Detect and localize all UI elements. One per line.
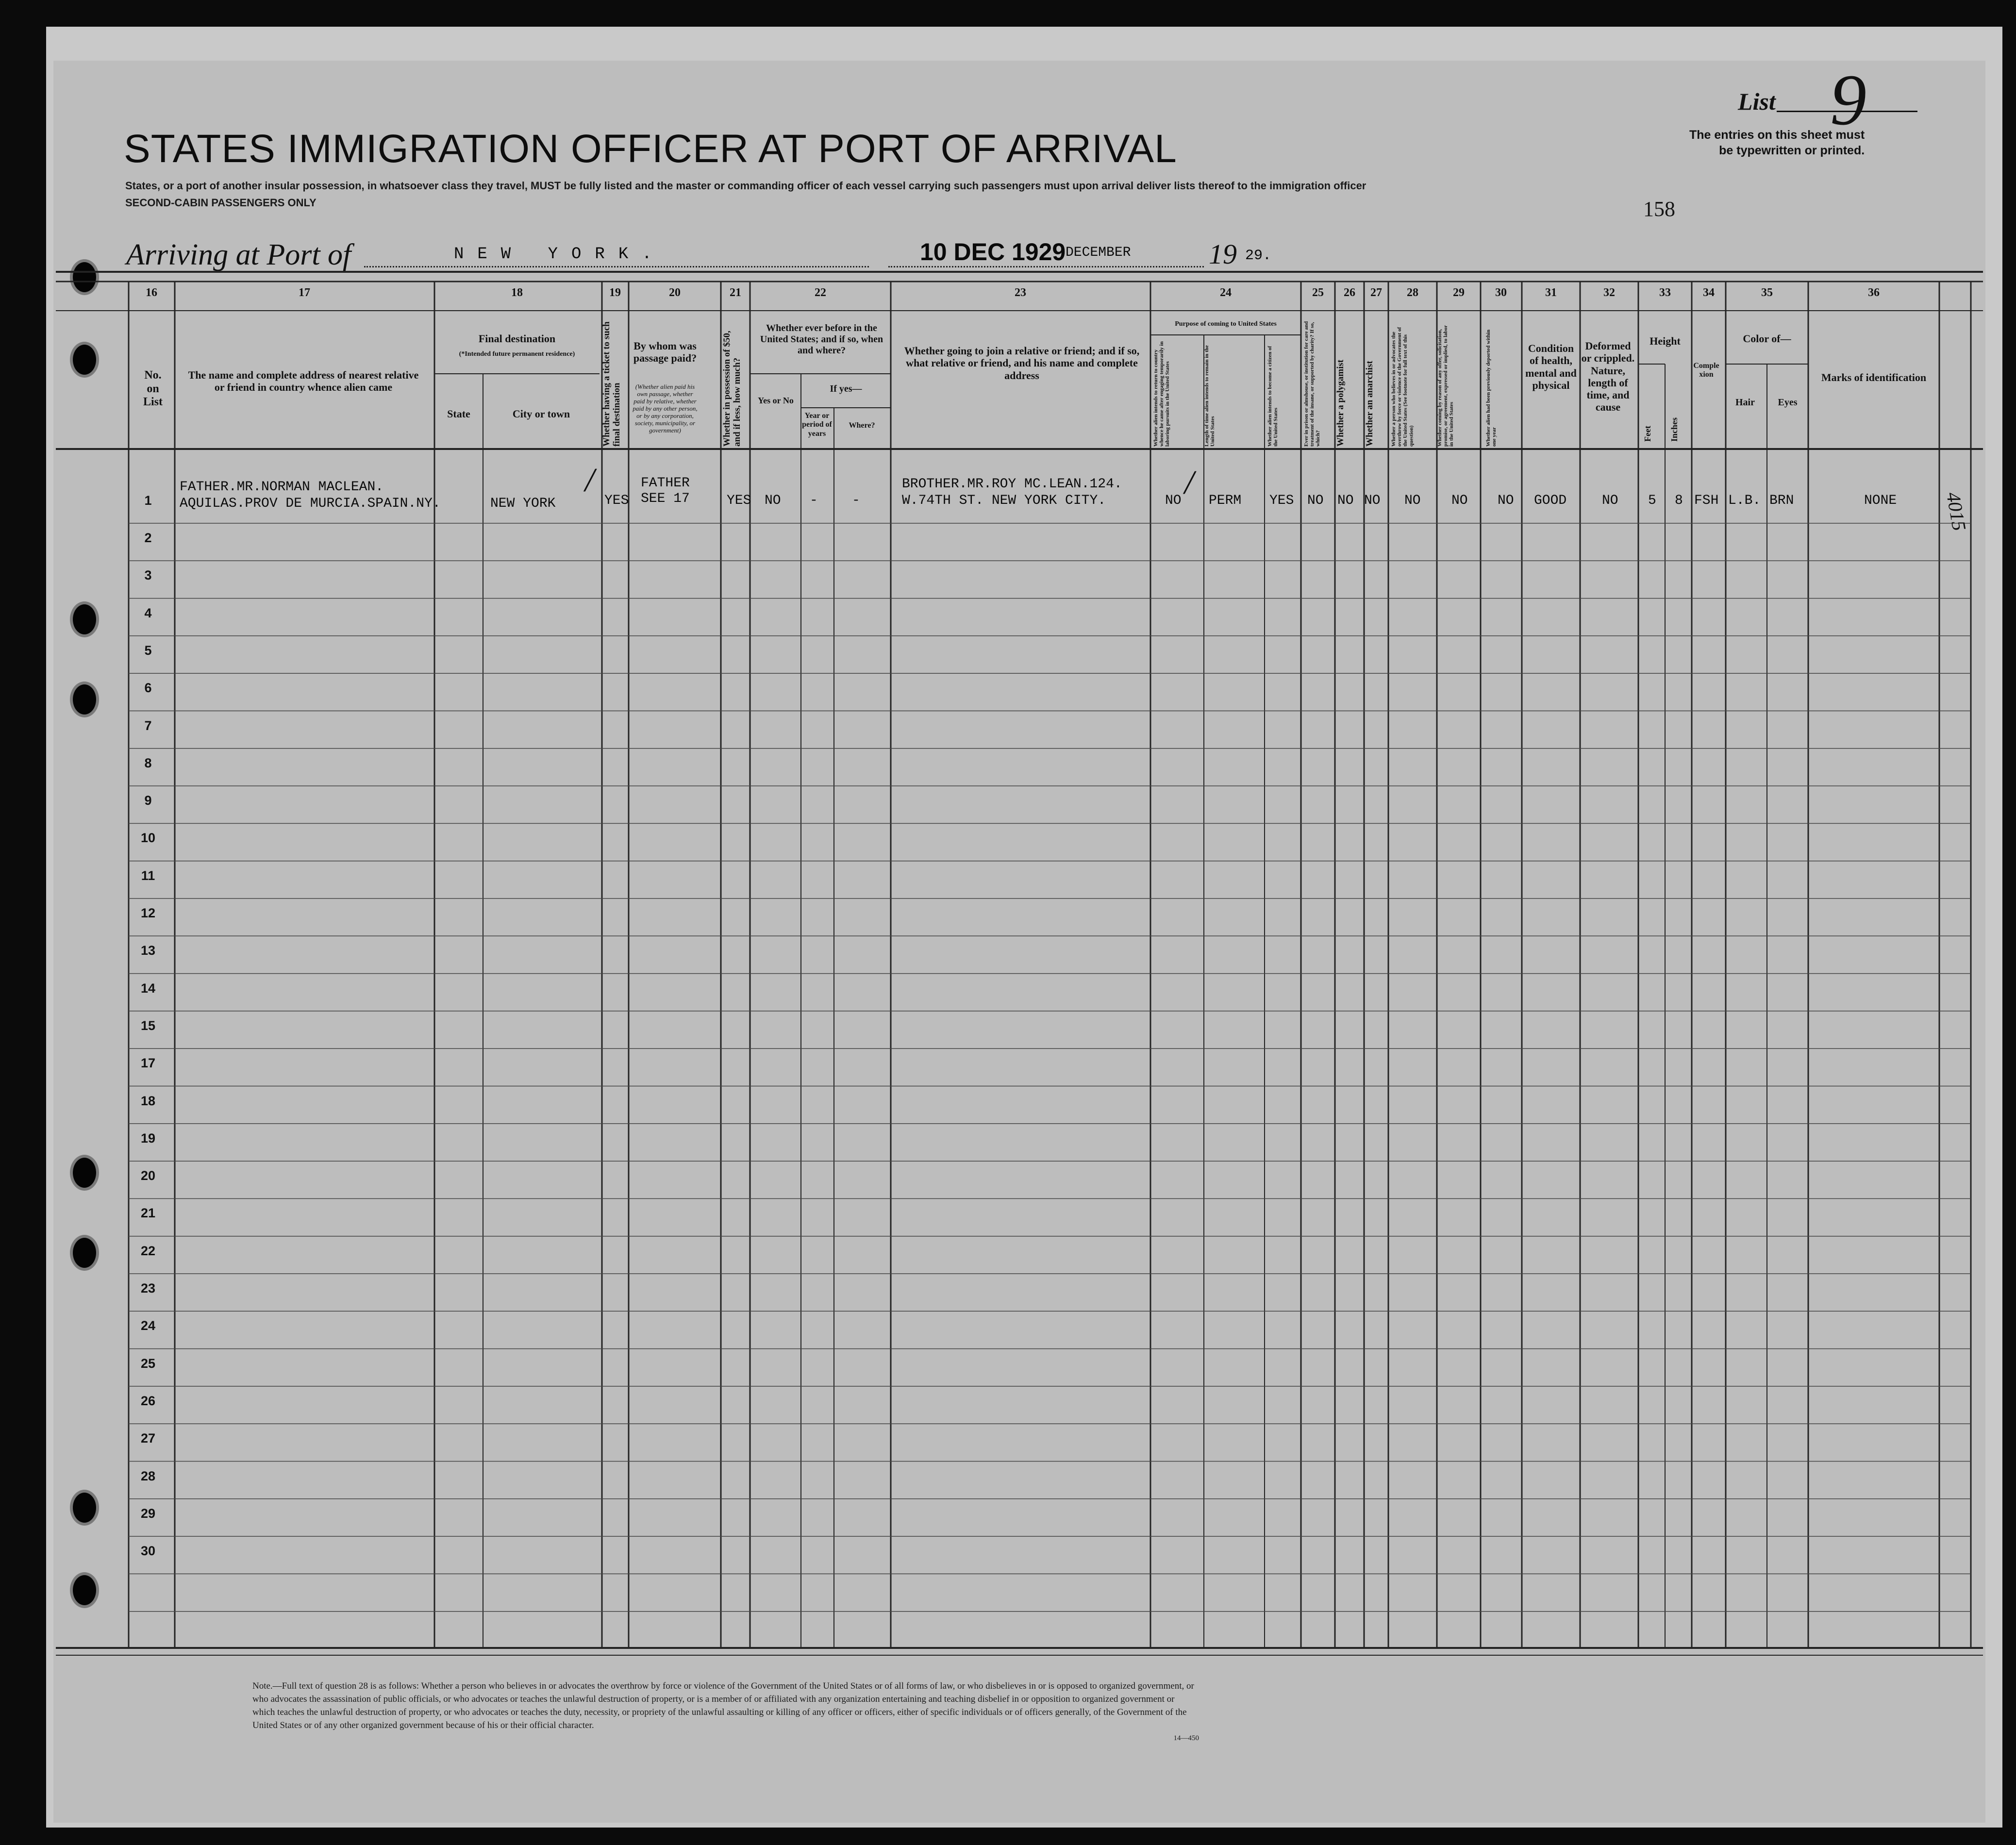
- header-citizen: Whether alien intends to become a citizen of the United States: [1267, 346, 1279, 447]
- row-number: 3: [144, 568, 152, 583]
- entry-marks: NONE: [1864, 493, 1897, 508]
- column-number: 33: [1659, 286, 1671, 299]
- header-marks: Marks of identification: [1821, 371, 1927, 383]
- row-number: 10: [140, 831, 156, 846]
- entry-health: GOOD: [1534, 493, 1567, 508]
- entry-year: -: [810, 493, 818, 508]
- row-number: 22: [140, 1243, 156, 1258]
- header-length-of-stay: Length of time alien intends to remain in the United States: [1204, 345, 1216, 447]
- entry-eyes: BRN: [1769, 493, 1794, 508]
- header-feet: Feet: [1643, 426, 1652, 442]
- entry-joining-line2: W.74TH ST. NEW YORK CITY.: [902, 493, 1106, 508]
- header-final-destination: Final destination: [478, 332, 556, 345]
- header-return: Whether alien intends to return to country whence he came after engaging temporarily in laboring pursuits in the United States: [1153, 341, 1171, 447]
- header-purpose: Purpose of coming to United States: [1175, 320, 1277, 328]
- row-number: 13: [140, 943, 156, 958]
- row-number: 24: [140, 1318, 156, 1333]
- row-number: 30: [140, 1544, 156, 1559]
- column-number: 36: [1868, 286, 1880, 299]
- entry-citizen: YES: [1269, 493, 1294, 508]
- column-number: 29: [1453, 286, 1465, 299]
- entry-length-of-stay: PERM: [1209, 493, 1242, 508]
- row-number: 25: [140, 1356, 156, 1371]
- header-year: Year or period of years: [802, 412, 832, 438]
- column-number: 24: [1220, 286, 1232, 299]
- header-offer-labor: Whether coming by reason of any offer, solicitation, promise, or agreement, expressed or implied, to labor in the United States: [1437, 325, 1455, 447]
- header-where: Where?: [849, 421, 875, 430]
- row-number: 6: [144, 681, 152, 696]
- column-number: 16: [146, 286, 157, 299]
- header-anarchist: Whether an anarchist: [1365, 361, 1375, 447]
- header-state: State: [447, 408, 470, 420]
- row-number: 2: [144, 531, 152, 545]
- check-mark: /: [585, 462, 595, 499]
- entry-passage-line1: FATHER: [641, 476, 690, 491]
- row-number: 12: [140, 906, 156, 920]
- sheet-number: 158: [1643, 197, 1675, 221]
- row-number: 17: [140, 1056, 156, 1071]
- header-passage-paid-note: (Whether alien paid his own passage, whether paid by relative, whether paid by any other person, or by any corporation, society, municipality, or government): [633, 383, 698, 434]
- entry-feet: 5: [1648, 493, 1656, 508]
- arrival-month: DECEMBER: [1066, 245, 1131, 260]
- entry-passage-line2: SEE 17: [641, 491, 690, 506]
- header-deported: Whether alien had been previously deported within one year: [1485, 329, 1498, 447]
- entry-relative-line2: AQUILAS.PROV DE MURCIA.SPAIN.NY.: [180, 496, 441, 511]
- row-number: 29: [140, 1506, 156, 1521]
- row-number: 23: [140, 1281, 156, 1296]
- column-number: 34: [1703, 286, 1715, 299]
- column-number: 31: [1545, 286, 1557, 299]
- column-number: 19: [609, 286, 621, 299]
- entry-deported: NO: [1498, 493, 1514, 508]
- row-number: 15: [140, 1018, 156, 1033]
- row-number: 11: [141, 868, 155, 883]
- header-final-destination-note: (*Intended future permanent residence): [459, 350, 575, 358]
- header-city: City or town: [512, 408, 570, 420]
- header-hair: Hair: [1735, 397, 1755, 408]
- form-code: 14—450: [1173, 1734, 1199, 1742]
- entry-relative-line1: FATHER.MR.NORMAN MACLEAN.: [180, 480, 384, 495]
- header-nearest-relative: The name and complete address of nearest relative or friend in country whence alien came: [188, 369, 419, 394]
- header-inches: Inches: [1669, 417, 1679, 442]
- column-number: 22: [815, 286, 826, 299]
- footnote: [252, 1679, 1199, 1745]
- footnote-text: Note.—Full text of question 28 is as follows: Whether a person who believes in or advocates the overthrow by force or violence of the Government of the United States or of all forms of law, or who disbelieves in or is opposed to organized government, or who advocates the assassination of public officials, or who advocates or teaches the unlawful destruction of property, or is a member of or affiliated with any organization entertaining and teaching disbelief in or opposition to organized government or which teaches the unlawful destruction of property, or who advocates or teaches the duty, necessity, or propriety of the unlawful assaulting or killing of any officer or officers, either of specific individuals or of officers generally, of the Government of the United States or of any other organized government because of his or their official character.: [252, 1681, 1194, 1730]
- column-number: 18: [511, 286, 523, 299]
- entry-deformed: NO: [1602, 493, 1618, 508]
- year-prefix: 19: [1209, 238, 1237, 270]
- page-title: STATES IMMIGRATION OFFICER AT PORT OF ARRIVAL: [124, 127, 1177, 171]
- date-stamp: 10 DEC 1929: [920, 238, 1066, 266]
- row-number: 4: [144, 605, 152, 620]
- column-number: 23: [1015, 286, 1026, 299]
- header-color-of: Color of—: [1743, 332, 1791, 345]
- entry-overthrow: NO: [1404, 493, 1421, 508]
- column-number: 30: [1495, 286, 1507, 299]
- entry-prison: NO: [1307, 493, 1324, 508]
- row-number: 8: [144, 755, 152, 770]
- entry-anarchist: NO: [1364, 493, 1381, 508]
- header-fifty-dollars: Whether in possession of $50, and if less, how much?: [722, 331, 742, 447]
- header-yes-no: Yes or No: [758, 396, 794, 405]
- header-height: Height: [1649, 335, 1681, 347]
- entries-line: The entries on this sheet must: [1689, 128, 1865, 142]
- header-joining-relative: Whether going to join a relative or friend; and if so, what relative or friend, and his name and complete address: [904, 345, 1140, 382]
- column-number: 32: [1603, 286, 1615, 299]
- header-no-on-list: No. on List: [143, 369, 163, 409]
- column-number: 28: [1407, 286, 1418, 299]
- row-number: 14: [140, 981, 156, 996]
- column-number: 35: [1761, 286, 1773, 299]
- header-polygamist: Whether a polygamist: [1335, 359, 1346, 447]
- column-number: 21: [730, 286, 741, 299]
- column-number: 27: [1370, 286, 1382, 299]
- check-mark: /: [1184, 464, 1194, 501]
- entry-joining-line1: BROTHER.MR.ROY MC.LEAN.124.: [902, 477, 1122, 492]
- header-overthrow: Whether a person who believes in or advocates the overthrow by force or violence of the Government of the United States (See footnote for full text of this question): [1391, 327, 1415, 447]
- row-number: 20: [140, 1168, 156, 1183]
- row-number: 9: [144, 793, 152, 808]
- header-if-yes: If yes—: [830, 383, 862, 394]
- header-ticket: Whether having a ticket to such final destination: [601, 321, 622, 447]
- header-ever-before: Whether ever before in the United States; and if so, when and where?: [760, 323, 883, 356]
- header-complexion: Complexion: [1693, 362, 1719, 379]
- header-health: Condition of health, mental and physical: [1525, 342, 1577, 391]
- column-number: 26: [1344, 286, 1355, 299]
- row-number: 7: [144, 718, 152, 733]
- entries-line: be typewritten or printed.: [1719, 144, 1865, 157]
- list-label: List: [1738, 88, 1776, 115]
- entry-where: -: [852, 493, 860, 508]
- row-number: 1: [144, 493, 152, 508]
- header-eyes: Eyes: [1778, 397, 1798, 408]
- entry-city: NEW YORK: [490, 496, 556, 511]
- entry-polygamist: NO: [1337, 493, 1354, 508]
- column-number: 17: [299, 286, 310, 299]
- entry-fifty-dollars: YES: [727, 493, 751, 508]
- row-number: 18: [140, 1093, 156, 1108]
- arrival-port: NEW YORK.: [454, 245, 666, 264]
- row-number: 19: [140, 1130, 156, 1146]
- row-number: 5: [144, 643, 152, 658]
- row-number: 26: [140, 1393, 156, 1408]
- column-number: 20: [669, 286, 681, 299]
- row-number: 21: [140, 1206, 156, 1221]
- column-number: 25: [1312, 286, 1324, 299]
- instructions-text: States, or a port of another insular possession, in whatsoever class they travel, MUST be fully listed and the master or commanding officer of each vessel carrying such passengers must upon arrival deliver lists thereof to the immigration officer: [125, 180, 1366, 192]
- year-suffix: 29.: [1245, 248, 1272, 264]
- entry-inches: 8: [1675, 493, 1683, 508]
- entry-complexion: FSH: [1694, 493, 1719, 508]
- arrival-label: Arriving at Port of: [126, 238, 351, 271]
- header-prison: Ever in prison or almshouse, or institution for care and treatment of the insane, or supported by charity? If so, which?: [1303, 321, 1321, 447]
- entry-offer-labor: NO: [1451, 493, 1468, 508]
- entry-hair: L.B.: [1728, 493, 1761, 508]
- list-number: 9: [1830, 60, 1866, 140]
- entry-ever-before: NO: [765, 493, 781, 508]
- header-passage-paid: By whom was passage paid?: [633, 340, 697, 365]
- row-number: 28: [140, 1468, 156, 1483]
- row-number: 27: [140, 1431, 156, 1446]
- entry-return: NO: [1165, 493, 1182, 508]
- cabin-class: SECOND-CABIN PASSENGERS ONLY: [125, 197, 317, 209]
- entry-ticket: YES: [604, 493, 629, 508]
- margin-note: 4015: [1942, 490, 1971, 532]
- header-deformed: Deformed or crippled. Nature, length of time, and cause: [1581, 340, 1635, 414]
